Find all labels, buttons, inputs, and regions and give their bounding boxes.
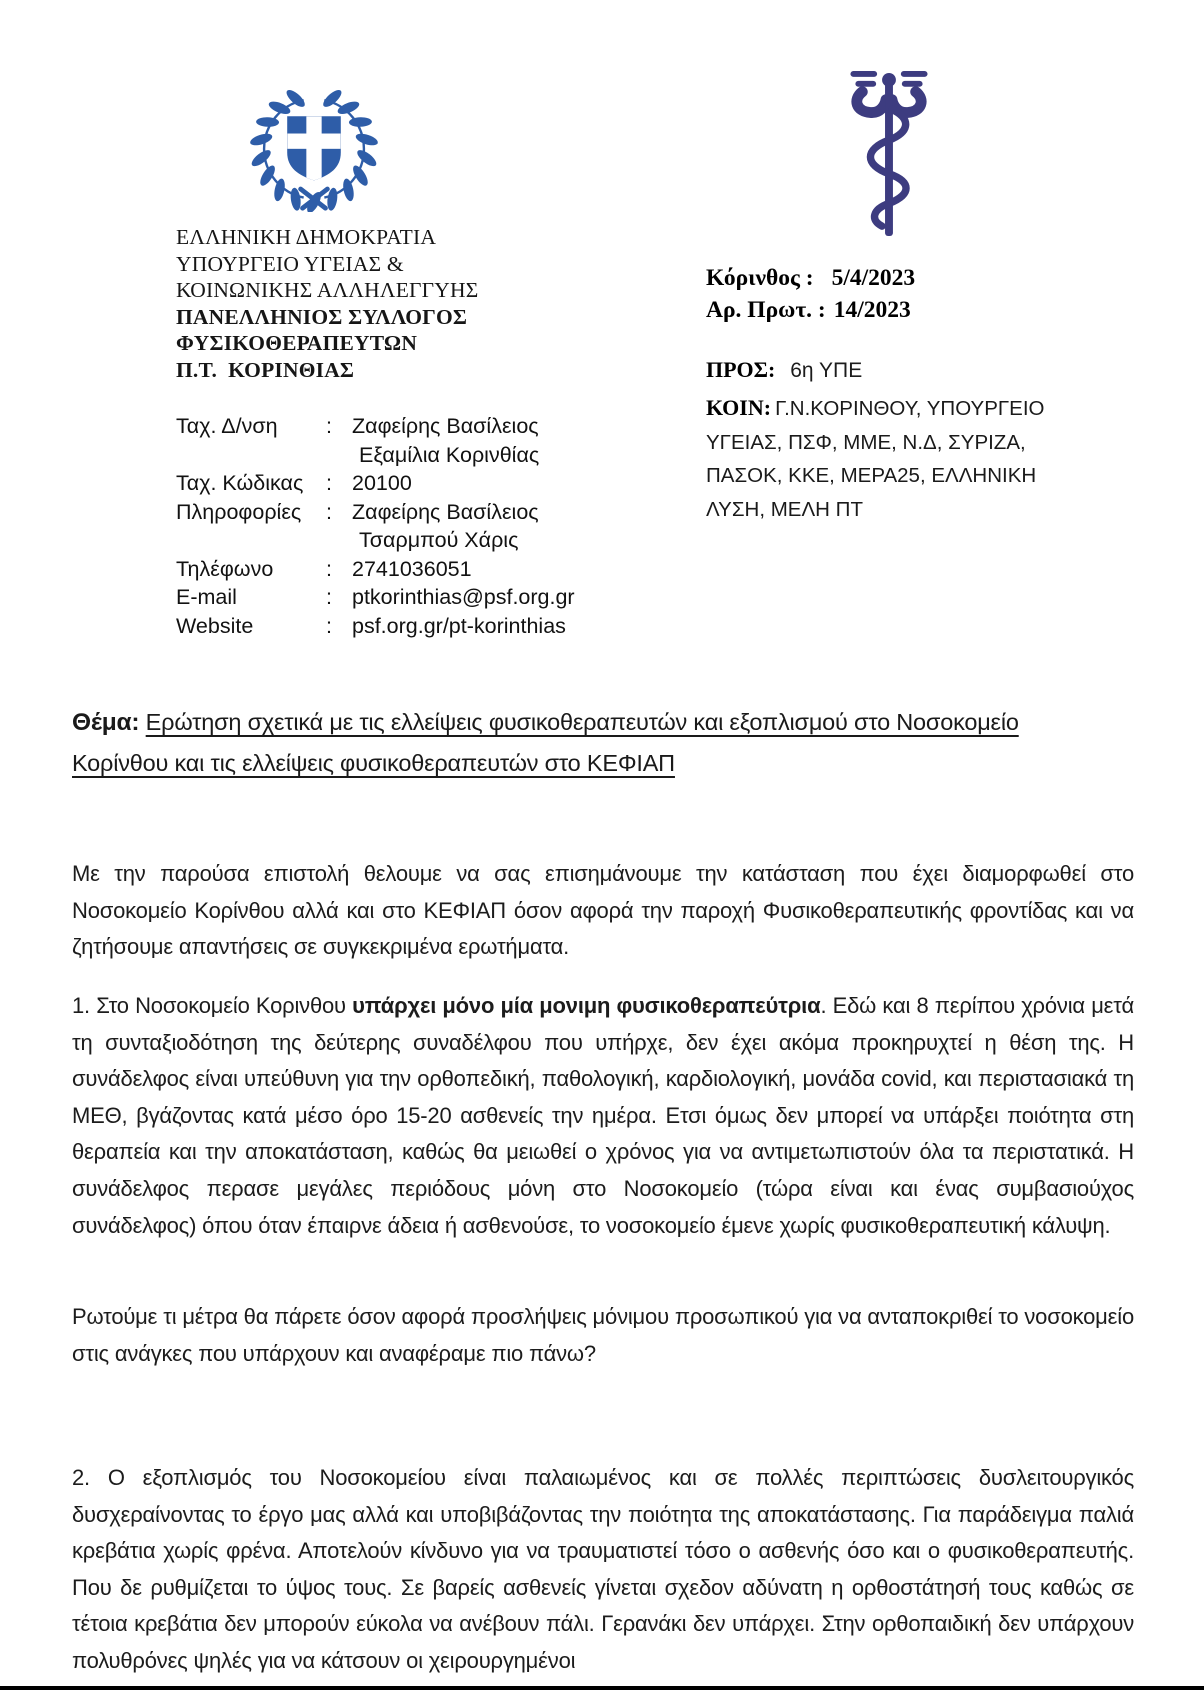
greek-coat-of-arms-icon <box>246 78 382 212</box>
cc-label: ΚΟΙΝ: <box>706 395 772 420</box>
contact-label: Ταχ. Δ/νση <box>176 414 278 438</box>
protocol-value: 14/2023 <box>833 297 911 323</box>
item1-bold-phrase: υπάρχει μόνο μία μονιμη φυσικοθεραπεύτρια <box>352 993 821 1018</box>
contact-row-address-cont <box>176 441 646 470</box>
org-line-ministry-2: ΚΟΙΝΩΝΙΚΗΣ ΑΛΛΗΛΕΓΓΥΗΣ <box>176 278 479 302</box>
contact-row-email <box>176 583 646 612</box>
org-name-block <box>176 224 616 383</box>
to-value: 6η ΥΠΕ <box>790 359 863 382</box>
contact-colon: : <box>326 414 332 438</box>
contact-label-spacer <box>176 441 326 470</box>
cc-line <box>706 391 1086 526</box>
contact-label: Website <box>176 613 254 638</box>
body-paragraph-item2: 2. Ο εξοπλισμός του Νοσοκομείου είναι παλαιωμένος και σε πολλές περιπτώσεις δυσλειτουργικός δυσχεραίνοντας το έργο μας αλλά και υποβιβάζοντας την ποιότητα της αποκατάστασης. Για παράδειγμα παλιά κρεβάτια χωρίς φρένα. Αποτελούν κίνδυνο για να τραυματιστεί τόσο ο ασθενής όσο και ο φυσικοθεραπευτής. Που δε ρυθμίζεται το ύψος τους. Σε βαρείς ασθενείς γίνεται σχεδον αδύνατη η ορθοστάτησή τους καθώς σε τέτοια κρεβάτια δεν μπορούν εύκολα να ανέβουν πάλι. Γερανάκι δεν υπάρχει. Στην ορθοπαιδική δεν υπάρχουν πολυθρόνες ψηλές για να κάτσουν οι χειρουργημένοι <box>72 1465 1134 1673</box>
protocol-label: Αρ. Πρωτ. : <box>706 297 826 323</box>
contact-row-info-cont <box>176 526 646 555</box>
contact-value: Εξαμίλια Κορινθίας <box>359 442 540 467</box>
contact-label: Τηλέφωνο <box>176 556 274 581</box>
contact-row-website <box>176 612 646 641</box>
contact-value: ptkorinthias@psf.org.gr <box>352 585 575 609</box>
city-label: Κόρινθος : <box>706 265 814 291</box>
contact-value: psf.org.gr/pt-korinthias <box>352 613 566 638</box>
contact-colon: : <box>326 585 332 609</box>
org-line-branch: Π.Τ. ΚΟΡΙΝΘΙΑΣ <box>176 357 355 382</box>
contact-label: Ταχ. Κώδικας <box>176 471 304 495</box>
city-date-line <box>706 262 915 294</box>
to-line <box>706 354 1086 387</box>
contact-row-postcode <box>176 469 646 498</box>
item1-rest: . Εδώ και 8 περίπου χρόνια μετά τη συνταξιοδότηση της δεύτερης συναδέλφου που υπήρχε, δεν έχει ακόμα προκηρυχτεί η θέση της. Η συνάδελφος είναι υπεύθυνη για την ορθοπεδική, παθολογική, καρδιολογική, μονάδα covid, και περιστασιακά τη ΜΕΘ, βγάζοντας κατά μέσο όρο 15-20 ασθενείς την ημέρα. Ετσι όμως δεν μπορεί να υπάρξει ποιότητα στη θεραπεία και την αποκατάσταση, καθώς θα μειωθεί ο χρόνος για να αντιμετωπιστούν όλα τα περιστατικά. Η συνάδελφος περασε μεγάλες περιόδους μόνη στο Νοσοκομείο (τώρα είναι και ένας συμβασιούχος συνάδελφος) όπου όταν έπαιρνε άδεια ή ασθενούσε, το νοσοκομείο έμενε χωρίς φυσικοθεραπευτική κάλυψη. <box>72 993 1134 1238</box>
rod-of-asclepius-icon <box>848 70 928 238</box>
org-line-association-1: ΠΑΝΕΛΛΗΝΙΟΣ ΣΥΛΛΟΓΟΣ <box>176 304 468 329</box>
contact-value: Τσαρμπού Χάρις <box>359 528 519 552</box>
subject-block <box>72 702 1152 784</box>
contact-row-info <box>176 498 646 527</box>
date-value: 5/4/2023 <box>831 265 916 291</box>
contact-block <box>176 412 646 640</box>
contact-row-address <box>176 412 646 441</box>
contact-label-spacer <box>176 526 326 555</box>
subject-text-line-1: Ερώτηση σχετικά με τις ελλείψεις φυσικοθεραπευτών και εξοπλισμού στο Νοσοκομείο <box>145 709 1019 735</box>
contact-colon-spacer <box>326 441 352 470</box>
contact-value: 20100 <box>352 471 412 495</box>
contact-colon: : <box>326 556 332 581</box>
protocol-line <box>706 294 915 326</box>
item1-prefix: 1. Στο Νοσοκομείο Κορινθου <box>72 993 353 1018</box>
date-protocol-block <box>706 262 915 326</box>
cc-value: Γ.Ν.ΚΟΡΙΝΘΟΥ, ΥΠΟΥΡΓΕΙΟ ΥΓΕΙΑΣ, ΠΣΦ, ΜΜΕ, Ν.Δ, ΣΥΡΙΖΑ, ΠΑΣΟΚ, ΚΚΕ, ΜΕΡΑ25, ΕΛΛΗΝΙΚΗ ΛΥΣΗ, ΜΕΛΗ ΠΤ <box>706 397 1045 521</box>
contact-value: Ζαφείρης Βασίλειος <box>352 499 539 524</box>
org-line-association-2: ΦΥΣΙΚΟΘΕΡΑΠΕΥΤΩΝ <box>176 331 418 355</box>
page-bottom-divider <box>0 1686 1204 1690</box>
contact-row-phone <box>176 555 646 584</box>
contact-label: Πληροφορίες <box>176 499 302 524</box>
subject-label: Θέμα: <box>72 709 140 736</box>
contact-colon: : <box>326 499 332 524</box>
subject-text-line-2: Κορίνθου και τις ελλείψεις φυσικοθεραπευτών στο ΚΕΦΙΑΠ <box>72 750 675 776</box>
contact-colon-spacer <box>326 526 352 555</box>
org-line-ministry-1: ΥΠΟΥΡΓΕΙΟ ΥΓΕΙΑΣ & <box>176 251 404 276</box>
contact-label: E-mail <box>176 585 237 609</box>
body-paragraph-intro: Με την παρούσα επιστολή θελουμε να σας επισημάνουμε την κατάσταση που έχει διαμορφωθεί στο Νοσοκομείο Κορίνθου αλλά και στο ΚΕΦΙΑΠ όσον αφορά την παροχή Φυσικοθεραπευτικής φροντίδας και να ζητήσουμε απαντήσεις σε συγκεκριμένα ερωτήματα. <box>72 861 1134 960</box>
contact-colon: : <box>326 613 332 638</box>
contact-value: 2741036051 <box>352 556 472 581</box>
recipients-block <box>706 354 1086 526</box>
org-line-republic: ΕΛΛΗΝΙΚΗ ΔΗΜΟΚΡΑΤΙΑ <box>176 225 437 249</box>
to-label: ΠΡΟΣ: <box>706 357 776 382</box>
body-paragraph-question: Ρωτούμε τι μέτρα θα πάρετε όσον αφορά προσλήψεις μόνιμου προσωπικού για να ανταποκριθεί το νοσοκομείο στις ανάγκες που υπάρχουν και αναφέραμε πιο πάνω? <box>72 1304 1134 1366</box>
contact-colon: : <box>326 471 332 495</box>
contact-value: Ζαφείρης Βασίλειος <box>352 414 539 438</box>
body-paragraph-item1 <box>72 988 1134 1244</box>
